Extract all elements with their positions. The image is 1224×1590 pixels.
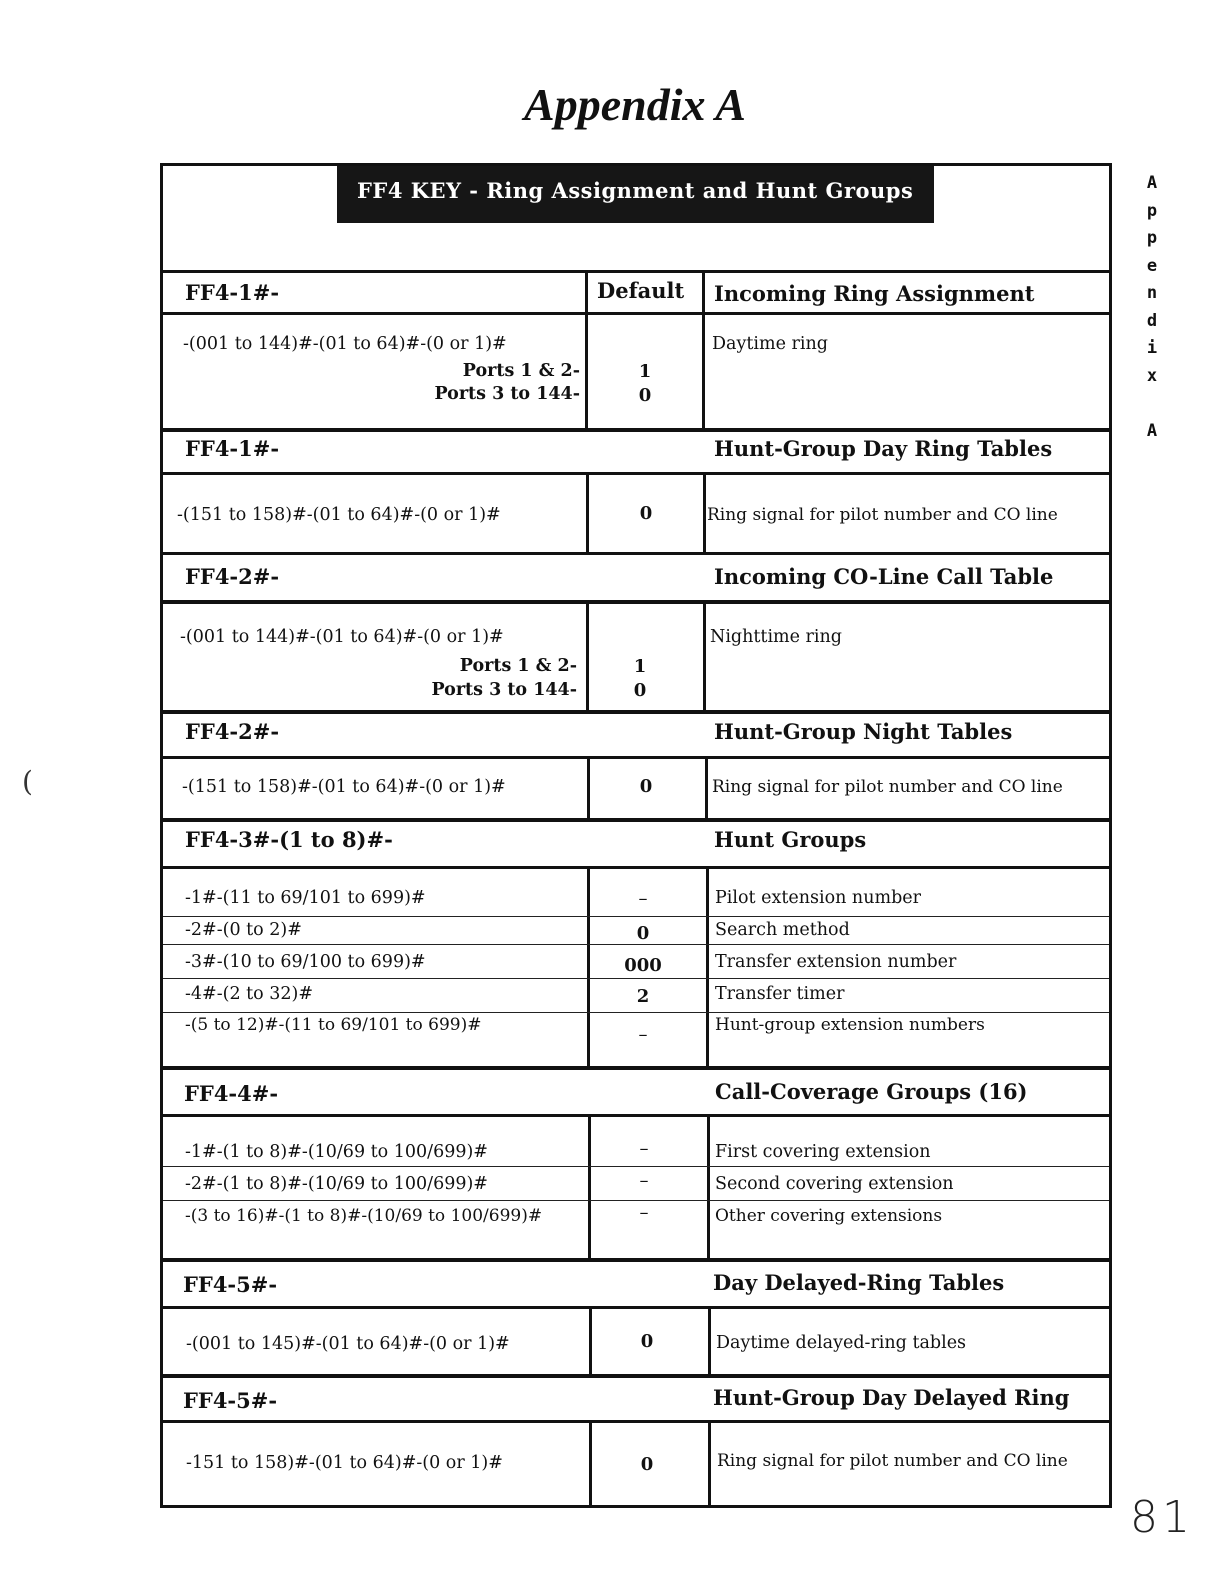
side-tab-letter: A (1146, 173, 1158, 193)
side-tab (1144, 170, 1160, 445)
stray-mark: ( (22, 765, 33, 798)
description: Daytime ring (712, 334, 828, 354)
row-rule (163, 944, 1109, 945)
row-rule (163, 1012, 1109, 1013)
side-tab-letter: n (1146, 283, 1158, 303)
table-row-command: -2#-(0 to 2)# (185, 920, 302, 940)
rule (160, 1114, 1112, 1117)
default-header: Default (597, 278, 685, 303)
section-code: FF4-4#- (184, 1081, 279, 1106)
table-row-command: -3#-(10 to 69/100 to 699)# (185, 952, 426, 972)
table-row-default: 0 (636, 923, 650, 944)
column-divider (703, 600, 706, 712)
section-title: Hunt-Group Day Ring Tables (714, 436, 1053, 461)
table-row-command: -(3 to 16)#-(1 to 8)#-(10/69 to 100/699)# (185, 1206, 543, 1226)
section-title: Incoming CO-Line Call Table (714, 564, 1054, 589)
description: Ring signal for pilot number and CO line (712, 777, 1063, 797)
section-code: FF4-2#- (185, 719, 280, 744)
table-row-description: Hunt-group extension numbers (715, 1015, 985, 1035)
default-value: 0 (640, 1331, 654, 1352)
rule (160, 552, 1112, 555)
description: Ring signal for pilot number and CO line (707, 505, 1058, 525)
row-rule (163, 916, 1109, 917)
table-row-default: – (638, 1024, 648, 1045)
command: -(151 to 158)#-(01 to 64)#-(0 or 1)# (182, 777, 506, 797)
rule (160, 866, 1112, 869)
table-row-command: -2#-(1 to 8)#-(10/69 to 100/699)# (185, 1174, 488, 1194)
side-tab-letter: p (1146, 228, 1158, 248)
section-code: FF4-3#-(1 to 8)#- (185, 827, 393, 852)
default-value: 0 (640, 1454, 654, 1475)
default-value: 0 (638, 385, 652, 406)
column-divider (706, 866, 709, 1068)
table-row-description: Other covering extensions (715, 1206, 943, 1226)
default-value: 0 (639, 776, 653, 797)
table-row-description: Transfer extension number (715, 952, 957, 972)
default-value: 0 (633, 680, 647, 701)
rule (160, 1374, 1112, 1378)
table-row-description: First covering extension (715, 1142, 931, 1162)
table-row-default: 2 (636, 986, 650, 1007)
section-code: FF4-2#- (185, 564, 280, 589)
command: -(001 to 145)#-(01 to 64)#-(0 or 1)# (186, 1334, 510, 1354)
rule (160, 710, 1112, 714)
column-divider (708, 1420, 711, 1508)
table-row-default: 000 (624, 955, 662, 976)
side-tab-letter: p (1146, 200, 1158, 221)
section-code: FF4-1#- (185, 436, 280, 461)
rule (160, 1306, 1112, 1309)
table-row-description: Transfer timer (715, 984, 845, 1004)
side-tab-letter: x (1146, 365, 1158, 386)
rule (160, 1066, 1112, 1070)
rule (160, 1258, 1112, 1262)
side-tab-letter: A (1146, 420, 1158, 441)
rule (160, 1420, 1112, 1423)
table-row-command: -1#-(1 to 8)#-(10/69 to 100/699)# (185, 1142, 488, 1162)
command: -151 to 158)#-(01 to 64)#-(0 or 1)# (186, 1453, 503, 1473)
rule (160, 428, 1112, 432)
page-number: 81 (1130, 1492, 1194, 1543)
section-title: Hunt-Group Night Tables (714, 719, 1013, 744)
section-title: Hunt Groups (714, 827, 867, 852)
sub-label: Ports 1 & 2- (459, 656, 577, 676)
rule (160, 818, 1112, 822)
side-tab-letter: i (1146, 338, 1158, 358)
banner-title: FF4 KEY - Ring Assignment and Hunt Groups (337, 166, 934, 223)
column-divider (707, 1114, 710, 1260)
row-rule (163, 1166, 1109, 1167)
rule (160, 312, 1112, 315)
table-row-default: – (638, 888, 648, 909)
side-tab-letter: e (1146, 255, 1158, 276)
page-title: Appendix A (524, 79, 746, 130)
default-value: 1 (638, 361, 652, 382)
section-title: Incoming Ring Assignment (714, 281, 1035, 306)
side-tab-letter: d (1146, 310, 1158, 331)
table-row-description: Pilot extension number (715, 888, 921, 908)
command: -(151 to 158)#-(01 to 64)#-(0 or 1)# (177, 505, 501, 525)
rule (160, 756, 1112, 759)
command: -(001 to 144)#-(01 to 64)#-(0 or 1)# (183, 334, 507, 354)
table-row-description: Search method (715, 920, 850, 940)
column-divider (585, 270, 588, 430)
column-divider (705, 756, 708, 820)
default-value: 1 (633, 656, 647, 677)
row-rule (163, 978, 1109, 979)
column-divider (702, 270, 705, 430)
table-row-default: – (639, 1202, 649, 1223)
rule (160, 600, 1112, 604)
sub-label: Ports 1 & 2- (462, 361, 580, 381)
row-rule (163, 1200, 1109, 1201)
section-code: FF4-5#- (183, 1388, 278, 1413)
command: -(001 to 144)#-(01 to 64)#-(0 or 1)# (180, 627, 504, 647)
sub-label: Ports 3 to 144- (434, 384, 580, 404)
table-row-default: – (639, 1138, 649, 1159)
section-code: FF4-5#- (183, 1272, 278, 1297)
column-divider (708, 1306, 711, 1376)
table-row-command: -1#-(11 to 69/101 to 699)# (185, 888, 426, 908)
section-title: Day Delayed-Ring Tables (713, 1270, 1005, 1295)
description: Ring signal for pilot number and CO line (717, 1451, 1068, 1471)
default-value: 0 (639, 503, 653, 524)
description: Daytime delayed-ring tables (716, 1333, 967, 1353)
rule (160, 270, 1112, 273)
table-row-description: Second covering extension (715, 1174, 954, 1194)
table-row-command: -4#-(2 to 32)# (185, 984, 314, 1004)
section-title: Hunt-Group Day Delayed Ring (713, 1385, 1070, 1410)
sub-label: Ports 3 to 144- (431, 680, 577, 700)
section-title: Call-Coverage Groups (16) (715, 1079, 1028, 1104)
section-code: FF4-1#- (185, 280, 280, 305)
table-row-command: -(5 to 12)#-(11 to 69/101 to 699)# (185, 1015, 482, 1035)
rule (160, 472, 1112, 475)
description: Nighttime ring (710, 627, 842, 647)
table-row-default: – (639, 1170, 649, 1191)
